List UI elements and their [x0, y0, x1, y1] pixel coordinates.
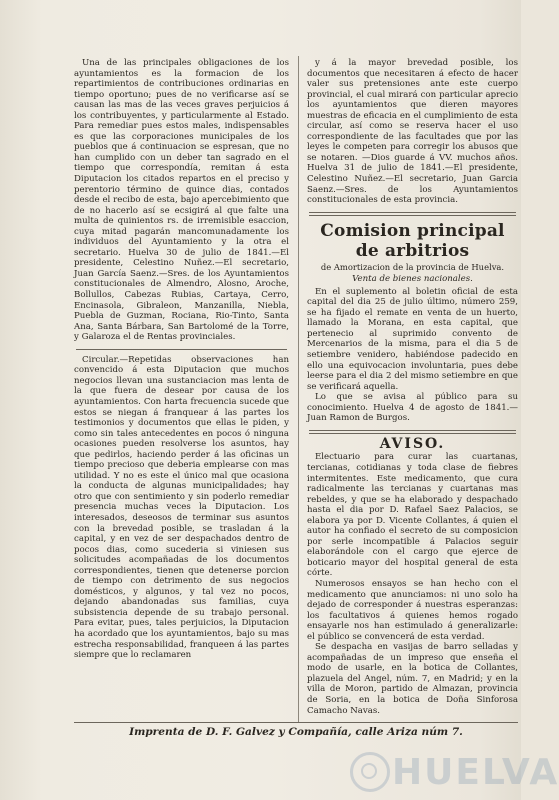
- column-divider: [298, 56, 299, 722]
- paragraph-circular-continued: y á la mayor brevedad posible, los documentos que necesitaren á efecto de hacer valer sus pretensiones ante este cuerpo provincial, el cual mirará con particular aprecio los ayuntamientos que dieren mayores muestras de eficacia en el cumplimiento de esta circular, así como se reserva hacer el uso correspondiente de las facultades que por las leyes le competen para corregir los abusos que se notaren. —Dios guarde á VV. muchos años. Huelva 31 de julio de 1841.—El presidente, Celestino Nuñez.—El secretario, Juan Garcia Saenz.—Sres. de los Ayuntamientos constitucionales de esta provincia.: [307, 58, 518, 206]
- imprint-line: Imprenta de D. F. Galvez y Compañía, calle Ariza núm 7.: [129, 726, 463, 738]
- section-subheading: de Amortizacion de la provincia de Huelva.: [320, 261, 505, 272]
- section-divider: [309, 430, 516, 434]
- watermark: HUELVA: [392, 752, 559, 793]
- right-column: [307, 58, 518, 716]
- aviso-heading: AVISO.: [379, 435, 446, 452]
- left-column: [74, 58, 289, 661]
- venta-title: Venta de bienes nacionales.: [352, 274, 473, 285]
- section-heading-comision: Comision principal de arbitrios: [320, 220, 505, 261]
- paragraph-despacho: Se despacha en vasijas de barro selladas y acompañadas de un impreso que enseña el modo de usarle, en la botica de Collantes, plazuela del Angel, núm. 7, en Madrid; y en la villa de Moron, partido de Almazan, provincia de Soria, en la botica de Doña Sinforosa Camacho Navas.: [307, 642, 518, 716]
- library-seal-icon: [350, 752, 390, 792]
- section-divider: [309, 212, 516, 216]
- paragraph-circular: Circular.—Repetidas observaciones han convencido á esta Diputacion que muchos negocios llevan una sustanciacion mas lenta de la que fuera de desear por causa de los ayuntamientos. Con harta frecuencia sucede que estos se niegan á franquear á las partes los testimonios y documentos que ellas le piden, y como sin tales antecedentes en pocos ó ninguna ocasiones pueden resolverse los asuntos, hay que pedirlos, haciendo perder á las oficinas un tiempo precioso que deberia emplearse con mas utilidad. Y no es este el único mal que ocasiona la conducta de algunas municipalidades; hay otro que con sentimiento y sin poderlo remediar presencia muchas veces la Diputacion. Los interesados, deseosos de terminar sus asuntos con la brevedad posible, se trasladan á la capital, y en vez de ser despachados dentro de pocos dias, como sucederia si viniesen sus solicitudes acompañadas de los documentos correspondientes, tienen que detenerse porcion de tiempo con detrimento de sus negocios domésticos, y algunos, y tal vez no pocos, dejando abandonadas sus familias, cuya subsistencia depende de su trabajo personal. Para evitar, pues, tales perjuicios, la Diputacion ha acordado que los ayuntamientos, bajo su mas estrecha responsabilidad, franqueen á las partes siempre que lo reclamaren: [74, 354, 289, 661]
- paragraph-aviso-publico: Lo que se avisa al público para su conocimiento. Huelva 4 de agosto de 1841.—Juan Ramon de Burgos.: [307, 392, 518, 424]
- footer-rule: [74, 722, 518, 723]
- paragraph-repartimientos: Una de las principales obligaciones de los ayuntamientos es la formacion de los repartimientos de contribuciones ordinarias en tiempo oportuno; pues de no verificarse así se causan las mas de las veces graves perjuicios á los contribuyentes, y particularmente al Estado. Para remediar pues estos males, indispensables es que las corporaciones municipales de los pueblos que á continuacion se espresan, que no han cumplido con un deber tan sagrado en el tiempo que correspondía, remitan á esta Diputacion los citados repartos en el preciso y perentorio término de quince dias, contados desde el recibo de esta, bajo apercebimiento que de no hacerlo así se ecsigirá al que falte una multa de quinientos rs. de irremisible esaccion, cuya mitad pagarán mancomunadamente los individuos del Ayuntamiento y la otra el secretario. Huelva 30 de julio de 1841.—El presidente, Celestino Nuñez.—El secretario, Juan García Saenz.—Sres. de los Ayuntamientos constitucionales de Almendro, Alosno, Aroche, Bollullos, Cabezas Rubias, Cartaya, Cerro, Encinasola, Gibraleon, Manzanilla, Niebla, Puebla de Guzman, Rociana, Rio-Tinto, Santa Ana, Santa Bárbara, San Bartolomé de la Torre, y Galaroza el de Rentas provinciales.: [74, 58, 289, 343]
- paragraph-electuario: Electuario para curar las cuartanas, tercianas, cotidianas y toda clase de fiebres intermitentes. Este medicamento, que cura radicalmente las tercianas y cuartanas mas rebeldes, y que se ha elaborado y despachado hasta el dia por D. Rafael Saez Palacios, se elabora ya por D. Vicente Collantes, á quien el autor ha confiado el secreto de su composicion por serle incompatible á Palacios seguir elaborándole con el cargo que ejerce de boticario mayor del hospital general de esta córte.: [307, 452, 518, 579]
- section-divider: [76, 349, 287, 350]
- paragraph-venta: En el suplemento al boletin oficial de esta capital del dia 25 de julio último, número 259, se ha fijado el remate en venta de un huerto, llamado la Morana, en esta capital, que pertenecio al suprimido convento de Mercenarios de la misma, para el dia 5 de setiembre venidero, habiéndose padecido en ello una equivocacion involuntaria, pues debe leerse para el dia 2 del mismo setiembre en que se verificará aquella.: [307, 286, 518, 392]
- paragraph-ensayos: Numerosos ensayos se han hecho con el medicamento que anunciamos: ni uno solo ha dejado de corresponder á nuestras esperanzas: los facultativos á quienes hemos rogado ensayarle nos han estimulado á generalizarle: el público se convencerá de esta verdad.: [307, 578, 518, 642]
